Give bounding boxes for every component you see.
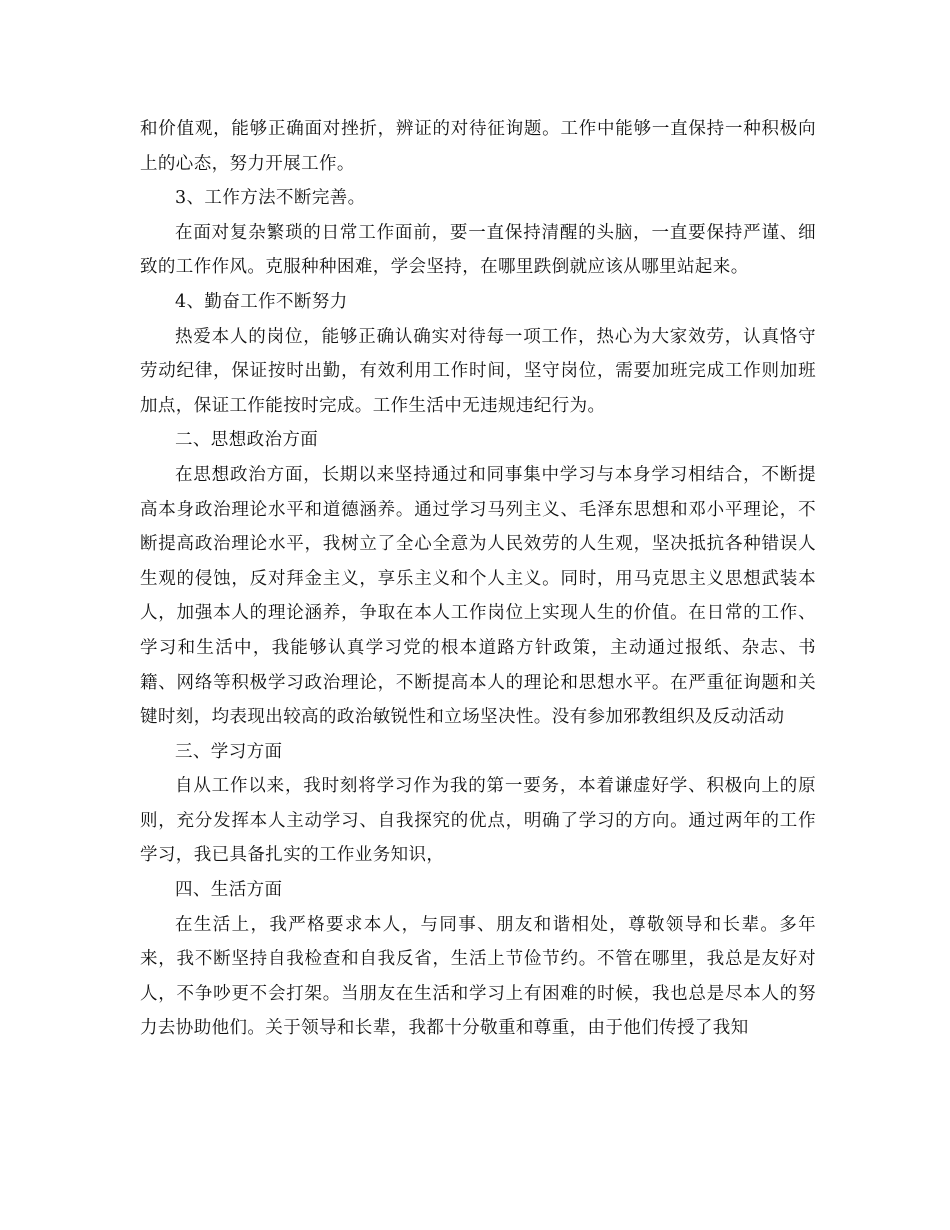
paragraph-political-thought: 在思想政治方面，长期以来坚持通过和同事集中学习与本身学习相结合，不断提高本身政治理论水平和道德涵养。通过学习马列主义、毛泽东思想和邓小平理论，不断提高政治理论水平，我树立了全心全意为人民效劳的人生观，坚决抵抗各种错误人生观的侵蚀，反对拜金主义，享乐主义和个人主义。同时，用马克思主义思想武装本人，加强本人的理论涵养，争取在本人工作岗位上实现人生的价值。在日常的工作、学习和生活中，我能够认真学习党的根本道路方针政策，主动通过报纸、杂志、书籍、网络等积极学习政治理论，不断提高本人的理论和思想水平。在严重征询题和关键时刻，均表现出较高的政治敏锐性和立场坚决性。没有参加邪教组织及反动活动 — [140, 464, 816, 728]
heading-study: 三、学习方面 — [175, 741, 283, 762]
heading-life: 四、生活方面 — [175, 880, 283, 901]
paragraph-life: 在生活上，我严格要求本人，与同事、朋友和谐相处，尊敬领导和长辈。多年来，我不断坚持自我检查和自我反省，生活上节俭节约。不管在哪里，我总是友好对人，不争吵更不会打架。当朋友在生活和学习上有困难的时候，我也总是尽本人的努力去协助他们。关于领导和长辈，我都十分敬重和尊重，由于他们传授了我知 — [140, 914, 816, 1039]
heading-work-method: 3、工作方法不断完善。 — [175, 188, 366, 209]
paragraph-continuation: 和价值观，能够正确面对挫折，辨证的对待征询题。工作中能够一直保持一种积极向上的心态，努力开展工作。 — [140, 119, 816, 174]
paragraph-study: 自从工作以来，我时刻将学习作为我的第一要务，本着谦虚好学、积极向上的原则，充分发挥本人主动学习、自我探究的优点，明确了学习的方向。通过两年的工作学习，我已具备扎实的工作业务知识， — [140, 776, 816, 866]
heading-diligence: 4、勤奋工作不断努力 — [175, 291, 348, 312]
paragraph-work-method: 在面对复杂繁琐的日常工作面前，要一直保持清醒的头脑，一直要保持严谨、细致的工作作风。克服种种困难，学会坚持，在哪里跌倒就应该从哪里站起来。 — [140, 222, 816, 278]
document-body — [140, 112, 816, 1046]
paragraph-diligence: 热爱本人的岗位，能够正确认确实对待每一项工作，热心为大家效劳，认真恪守劳动纪律，保证按时出勤，有效利用工作时间，坚守岗位，需要加班完成工作则加班加点，保证工作能按时完成。工作生活中无违规违纪行为。 — [140, 326, 816, 416]
heading-political-thought: 二、思想政治方面 — [175, 430, 319, 451]
